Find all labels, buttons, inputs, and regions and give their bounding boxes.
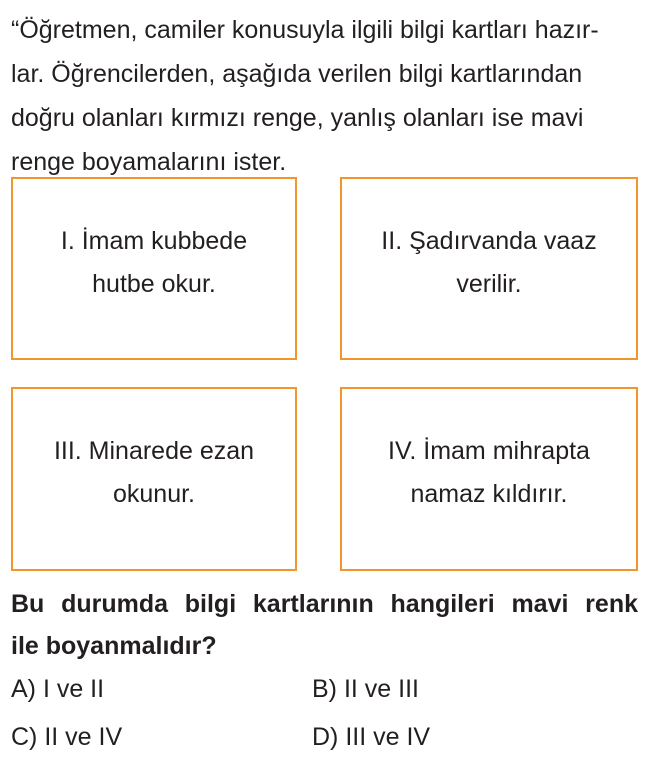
question-line: Bu durumda bilgi kartlarının hangileri mavi renk: [11, 590, 638, 618]
intro-paragraph: [11, 8, 639, 184]
info-card-text: [61, 220, 247, 306]
info-card-line: verilir.: [456, 269, 522, 298]
answer-option-d[interactable]: D) III ve IV: [312, 723, 431, 751]
intro-line: lar. Öğrencilerden, aşağıda verilen bilgi kartlarından: [11, 60, 583, 88]
answer-option-a[interactable]: A) I ve II: [11, 675, 105, 703]
intro-line: “Öğretmen, camiler konusuyla ilgili bilgi kartları hazır-: [11, 16, 599, 44]
answer-option-c[interactable]: C) II ve IV: [11, 723, 123, 751]
info-card-3: [11, 387, 297, 571]
question-line: ile boyanmalıdır?: [11, 632, 217, 660]
answer-option-b[interactable]: B) II ve III: [312, 675, 419, 703]
info-card-text: [381, 220, 596, 306]
question-text: [11, 583, 638, 667]
info-card-line: I. İmam kubbede: [60, 226, 248, 255]
intro-line: renge boyamalarını ister.: [11, 148, 287, 176]
info-card-1: [11, 177, 297, 360]
info-card-line: III. Minarede ezan: [53, 437, 255, 465]
info-card-line: okunur.: [112, 480, 195, 508]
info-card-text: [388, 430, 590, 516]
info-card-line: II. Şadırvanda vaaz: [381, 226, 597, 255]
info-card-line: hutbe okur.: [92, 269, 216, 298]
intro-line: doğru olanları kırmızı renge, yanlış olanları ise mavi: [11, 104, 584, 132]
info-card-text: [54, 430, 254, 516]
info-card-4: [340, 387, 638, 571]
info-card-2: [340, 177, 638, 360]
info-card-line: namaz kıldırır.: [410, 480, 568, 508]
info-card-line: IV. İmam mihrapta: [388, 437, 590, 465]
